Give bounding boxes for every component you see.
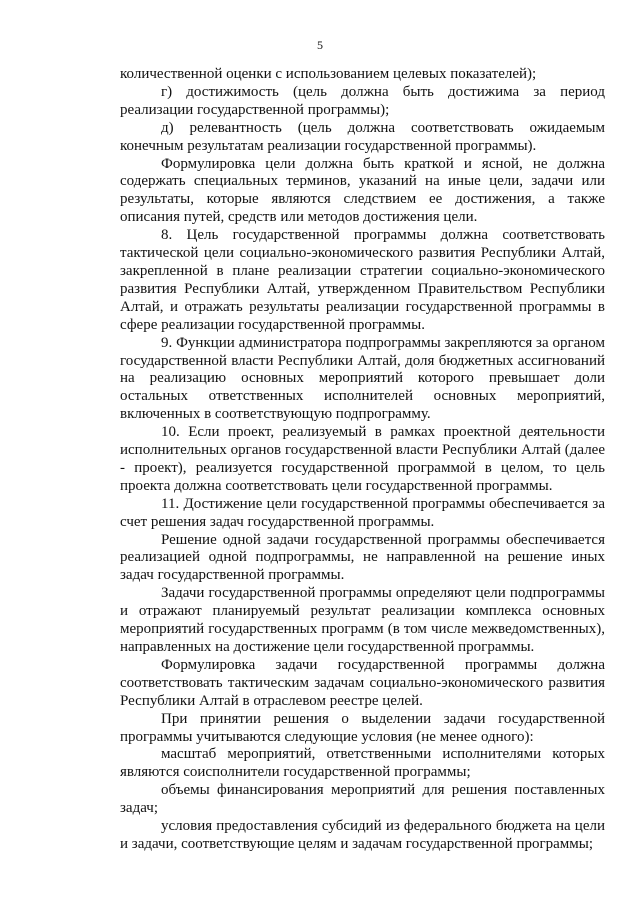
paragraph: Решение одной задачи государственной программы обеспечивается реализацией одной подпрограммы, не направленной на решение иных задач государственной программы.	[120, 531, 605, 584]
paragraph: д) релевантность (цель должна соответствовать ожидаемым конечным результатам реализации государственной программы).	[120, 119, 605, 154]
paragraph: Задачи государственной программы определяют цели подпрограммы и отражают планируемый результат реализации комплекса основных мероприятий государственных программ (в том числе межведомственных), направленных на достижение цели государственной программы.	[120, 585, 605, 655]
paragraph: количественной оценки с использованием целевых показателей);	[120, 66, 537, 82]
paragraph: масштаб мероприятий, ответственными исполнителями которых являются соисполнители государственной программы;	[120, 746, 605, 781]
paragraph: 8. Цель государственной программы должна соответствовать тактической цели социально-экономического развития Республики Алтай, закрепленной в плане реализации стратегии социально-экономического развития Республики Алтай, утвержденном Правительством Республики Алтай, и отражать результаты реализации государственной программы в сфере реализации государственной программы.	[120, 227, 605, 333]
paragraph: Формулировка цели должна быть краткой и ясной, не должна содержать специальных терминов, указаний на иные цели, задачи или результаты, которые являются следствием ее достижения, а также описания путей, средств или методов достижения цели.	[120, 155, 605, 226]
paragraph: При принятии решения о выделении задачи государственной программы учитываются следующие условия (не менее одного):	[120, 710, 605, 745]
paragraph: объемы финансирования мероприятий для решения поставленных задач;	[120, 782, 605, 817]
paragraph: г) достижимость (цель должна быть достижима за период реализации государственной программы);	[120, 83, 605, 118]
paragraph: условия предоставления субсидий из федерального бюджета на цели и задачи, соответствующие целям и задачам государственной программы;	[120, 818, 605, 852]
paragraph: 11. Достижение цели государственной программы обеспечивается за счет решения задач государственной программы.	[120, 495, 605, 530]
paragraph: 10. Если проект, реализуемый в рамках проектной деятельности исполнительных органов государственной власти Республики Алтай (далее - проект), реализуется государственной программой в целом, то цель проекта должна соответствовать цели государственной программы.	[120, 424, 605, 494]
document-body	[120, 66, 605, 854]
paragraph: Формулировка задачи государственной программы должна соответствовать тактическим задачам социально-экономического развития Республики Алтай в отраслевом реестре целей.	[120, 656, 605, 709]
page-number: 5	[317, 38, 323, 52]
paragraph: 9. Функции администратора подпрограммы закрепляются за органом государственной власти Республики Алтай, доля бюджетных ассигнований на реализацию основных мероприятий которого превышает доли остальных ответственных исполнителей основных мероприятий, включенных в соответствующую подпрограмму.	[120, 334, 605, 423]
